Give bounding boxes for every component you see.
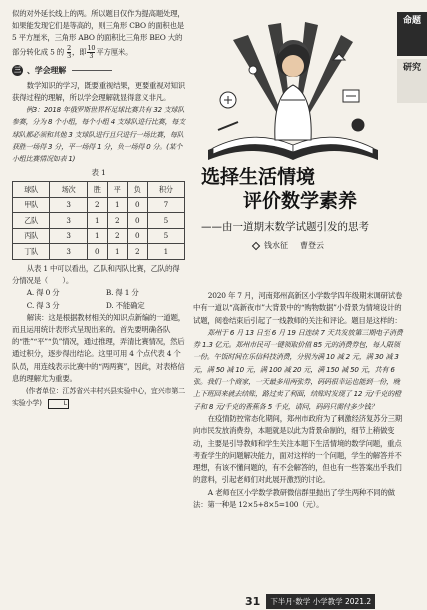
author-line bbox=[193, 240, 398, 251]
journal-tag: 下半月·数学 小学教学 2021.2 bbox=[266, 594, 375, 609]
table-cell: 3 bbox=[50, 244, 87, 260]
page-footer bbox=[245, 594, 375, 609]
table-row bbox=[13, 244, 185, 260]
sidebar-label-research: 研究 bbox=[397, 59, 427, 103]
author-note: (作者单位：江苏省兴丰村兴县实验中心，宜兴市第二实验小学) L bbox=[12, 386, 185, 408]
table-cell: 3 bbox=[50, 197, 87, 213]
example-3: 例3：2018 年俄罗斯世界杯足球比赛共有 32 支球队参赛，分为 8 个小组，每个小组 4 支球队进行比赛，每支球队都必须和其他 3 支球队进行且只进行一场比赛，每队获胜一场得 3 分，平一场得 1 分，负一场得 0 分。(某个小组比赛情况如表 1) bbox=[12, 106, 186, 164]
page-number: 31 bbox=[245, 595, 261, 608]
table-header-cell: 胜 bbox=[87, 182, 107, 198]
header-illustration bbox=[193, 0, 393, 170]
article-paragraph-1: 2020 年 7 月，河南郑州高新区小学数学四年级期末调研试卷中有一道以“高新夜市”大背景中的“购物数据”小背景为情境设计的试题，阅卷结束后引起了一线教师的关注和评论。题目是这样的： bbox=[193, 291, 403, 325]
table-cell: 0 bbox=[127, 228, 147, 244]
table-cell: 0 bbox=[127, 197, 147, 213]
title-line-2: 评价数学素养 bbox=[243, 190, 358, 212]
table-cell: 7 bbox=[147, 197, 184, 213]
table-cell: 1 bbox=[147, 244, 184, 260]
table-cell: 2 bbox=[107, 213, 127, 229]
title-line-1: 选择生活情境 bbox=[201, 166, 316, 188]
table-cell: 1 bbox=[107, 244, 127, 260]
table-cell: 3 bbox=[50, 228, 87, 244]
option-b: B. 得 1 分 bbox=[105, 288, 139, 298]
left-column bbox=[12, 8, 185, 409]
table-header-cell: 场次 bbox=[50, 182, 87, 198]
subtitle: ——由一道期末数学试题引发的思考 bbox=[201, 221, 369, 233]
author-1: 钱水征 bbox=[264, 241, 288, 250]
table-cell: 1 bbox=[87, 228, 107, 244]
table-row bbox=[13, 197, 185, 213]
option-d: D. 不能确定 bbox=[105, 300, 145, 310]
table-cell: 甲队 bbox=[13, 197, 50, 213]
article-body bbox=[193, 290, 404, 511]
sidebar-label-topic: 命题 bbox=[397, 12, 427, 56]
table-cell: 1 bbox=[87, 213, 107, 229]
table-cell: 乙队 bbox=[13, 213, 50, 229]
table-header-row bbox=[13, 182, 185, 198]
article-paragraph-3: 在疫情防控常态化期间，郑州市政府为了刺激经济复苏分三期向市民发放消费券，本题就是以此为背景命制的，细节上稍做变动，主要是引导教师和学生关注本题下生活情境的数学问题，重点考查学生的问题解决能力，面对这样的一个问题，学生的解答并不理想，有该不懂问题的，有不会解答的，但也有一些答案出乎我们的意料，引起老师们对此展开激烈的讨论。 bbox=[193, 413, 402, 485]
author-2: 曹登云 bbox=[300, 241, 324, 250]
table-header-cell: 负 bbox=[127, 182, 147, 198]
table-body bbox=[13, 197, 185, 259]
table-cell: 1 bbox=[107, 197, 127, 213]
table-cell: 0 bbox=[127, 213, 147, 229]
section-underline bbox=[72, 70, 112, 71]
table-cell: 2 bbox=[127, 244, 147, 260]
table-header-cell: 球队 bbox=[13, 182, 50, 198]
diamond-icon bbox=[252, 241, 260, 249]
table-cell: 0 bbox=[87, 244, 107, 260]
table-cell: 5 bbox=[147, 228, 184, 244]
option-a: A. 得 0 分 bbox=[26, 288, 60, 298]
article-problem-text: 郑州于 6 月 13 日至 6 月 19 日连续 7 天共发放第三期电子消费券 1.3 亿元。郑州市民可一键领取价值 85 元的消费券包，每人限领一份。午饭时间在乐信科技消费，分别为满 10 减 2 元，满 30 减 3 元，满 50 减 10 元，满 100 减 20 元，满 150 减 50 元，共有 6 张。我们一个商家，一天最多用两张券，码码很幸运也能到一份，晚上下班回来就去结账，路过卖了利面，结账时发现了 12 元/千克的橙子和 8 元/千克的香蕉各 5 千克，请问，码码只需付多少钱？ bbox=[193, 327, 403, 411]
table-header-cell: 平 bbox=[107, 182, 127, 198]
table-caption: 表 1 bbox=[91, 168, 106, 178]
fraction-ten-thirds: $\frac{10}{3}$ bbox=[87, 43, 96, 60]
table-cell: 3 bbox=[50, 213, 87, 229]
question-text: 从表 1 中可以看出，乙队和丙队比赛，乙队的得分情况是（ ）。 bbox=[12, 263, 180, 286]
left-paragraph-3: 解读：这是根据教材相关的知识点新编的一道题，而且运用统计表形式呈现出来的。首先要明确各队的“胜”“平”“负”情况，通过推理，弄清比赛情况，然后通过积分，逐步得出结论。这里可用 4 个点代表 4 个队员，用连线表示比赛中的“两两赛”，因此，对表格信息的理解尤为重要。 bbox=[12, 312, 185, 383]
fraction-two-thirds: $\frac{2}{3}$ bbox=[67, 43, 72, 60]
section-number-icon: 三 bbox=[12, 65, 23, 76]
option-c: C. 得 3 分 bbox=[26, 300, 60, 310]
end-mark-icon: L bbox=[48, 399, 69, 409]
section-heading bbox=[12, 65, 185, 77]
table-row bbox=[13, 228, 185, 244]
section-sidebar bbox=[397, 12, 427, 103]
table-row bbox=[13, 213, 185, 229]
article-paragraph-4: A 老师在区小学数学教研微信群里抛出了学生两种不同的做法：第一种是 12×5+8×5=100（元）。 bbox=[193, 487, 395, 510]
score-table bbox=[12, 181, 185, 260]
article-title-block bbox=[193, 165, 398, 251]
open-book-icon bbox=[208, 137, 378, 160]
section-title: 、学会理解 bbox=[27, 65, 66, 75]
table-cell: 2 bbox=[87, 197, 107, 213]
table-cell: 丁队 bbox=[13, 244, 50, 260]
table-cell: 丙队 bbox=[13, 228, 50, 244]
answer-options bbox=[12, 287, 185, 311]
table-cell: 2 bbox=[107, 228, 127, 244]
table-header-cell: 积分 bbox=[147, 182, 184, 198]
left-paragraph-1: 似的对外延长线上的两。所以题目仅作为提高题处理，如果能发现它们是等高的，则三角形 CBO 的面积也是 5 平方厘米，三角形 ABO 的面积比三角形 BEO 大的部分转化成 5 的 $\frac{2}{3}$ ，即 $\frac{10}{3}$ 平方厘米。 bbox=[12, 9, 185, 60]
table-cell: 5 bbox=[147, 213, 184, 229]
reader-figure-icon bbox=[275, 40, 311, 140]
left-paragraph-2: 数学知识的学习，既要重视结果，更要重视对知识获得过程的理解，所以学会理解就显得意义非凡。 bbox=[12, 80, 185, 103]
